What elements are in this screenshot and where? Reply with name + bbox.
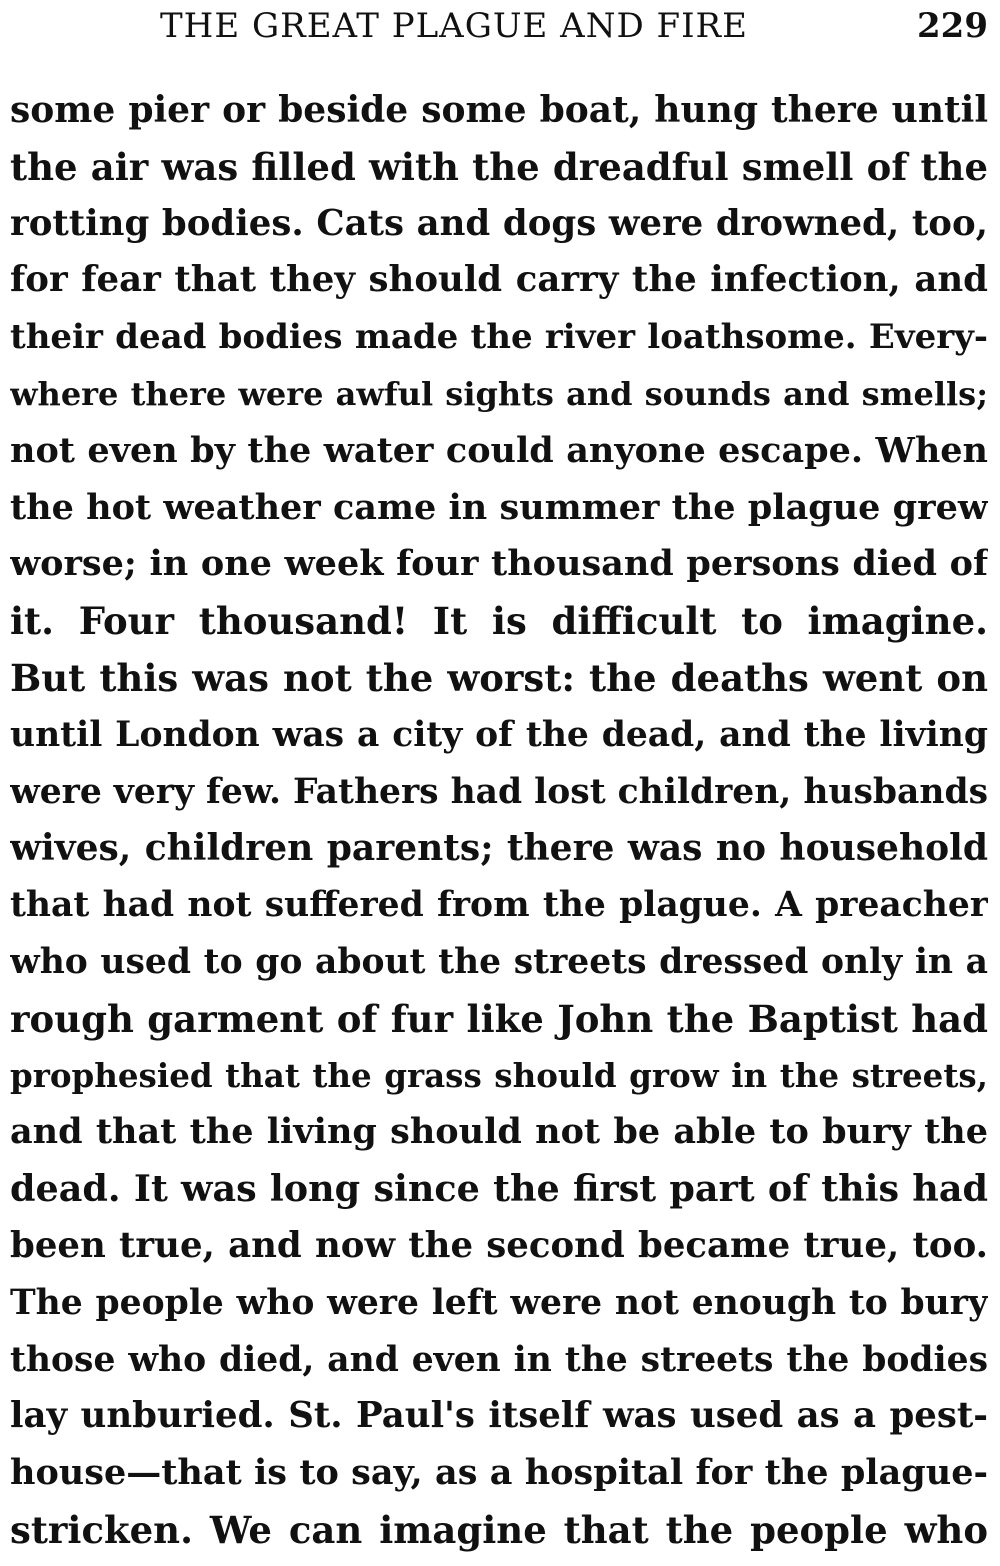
text-line: But this was not the worst: the deaths went on <box>10 655 988 700</box>
text-line: lay unburied. St. Paul's itself was used as a pest- <box>10 1395 988 1437</box>
text-line: been true, and now the second became true, too. <box>10 1224 988 1266</box>
text-line: rotting bodies. Cats and dogs were drowned, too, <box>10 202 988 244</box>
page-number: 229 <box>917 6 988 46</box>
text-line: worse; in one week four thousand persons died of <box>10 543 988 585</box>
text-line: stricken. We can imagine that the people who <box>10 1507 988 1552</box>
text-line: some pier or beside some boat, hung there until <box>10 89 988 131</box>
text-line: their dead bodies made the river loathsome. Every- <box>10 317 988 358</box>
text-line: where there were awful sights and sounds and smells; <box>10 374 988 413</box>
text-line: dead. It was long since the first part of this had <box>10 1167 988 1211</box>
text-line: The people who were left were not enough to bury <box>10 1282 988 1323</box>
running-title: THE GREAT PLAGUE AND FIRE <box>160 6 748 46</box>
text-line: it. Four thousand! It is difficult to imagine. <box>10 599 988 644</box>
text-line: until London was a city of the dead, and the living <box>10 714 988 755</box>
text-line: and that the living should not be able to bury the <box>10 1111 988 1153</box>
text-line: not even by the water could anyone escape. When <box>10 429 988 471</box>
text-line: were very few. Fathers had lost children, husbands <box>10 771 988 812</box>
text-line: the hot weather came in summer the plague grew <box>10 486 988 528</box>
running-header <box>0 4 1000 54</box>
text-line: rough garment of fur like John the Baptist had <box>10 996 988 1041</box>
body-text <box>10 82 988 1559</box>
text-line: those who died, and even in the streets the bodies <box>10 1339 988 1380</box>
text-line: wives, children parents; there was no household <box>10 827 988 870</box>
text-line: for fear that they should carry the infection, and <box>10 259 988 301</box>
text-line: prophesied that the grass should grow in the streets, <box>10 1055 988 1095</box>
text-line: that had not suffered from the plague. A preacher <box>10 885 988 926</box>
text-line: the air was filled with the dreadful smell of the <box>10 144 988 189</box>
text-line: who used to go about the streets dressed only in a <box>10 941 988 982</box>
text-line: house—that is to say, as a hospital for the plague- <box>10 1452 988 1494</box>
